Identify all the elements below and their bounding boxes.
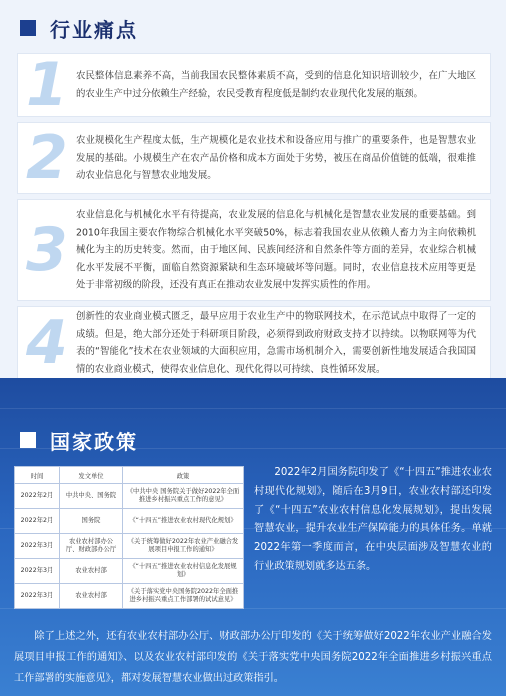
table-cell: 2022年3月 xyxy=(15,559,60,584)
column-header: 发文单位 xyxy=(60,467,123,484)
pain-point-card xyxy=(18,200,490,300)
column-header: 政策 xyxy=(123,467,244,484)
card-number: 4 xyxy=(26,308,68,378)
table-row xyxy=(15,509,244,534)
table-cell: 农业农村部 xyxy=(60,559,123,584)
card-text: 农民整体信息素养不高，当前我国农民整体素质不高，受到的信息化知识培训较少，在广大地区的农业生产中过分依赖生产经验，农民受教育程度低是制约农业现代化发展的瓶颈。 xyxy=(76,70,476,99)
decorative-line xyxy=(0,408,506,409)
table-row xyxy=(15,559,244,584)
policy-table xyxy=(14,466,244,609)
card-text: 农业信息化与机械化水平有待提高，农业发展的信息化与机械化是智慧农业发展的重要基础。到2010年我国主要农作物综合机械化水平突破50%，标志着我国农业从依赖人畜力为主向依赖机械化为主的历史转变。然而，由于地区间、民族间经济和自然条件等方面的差异，农业综合机械化水平发展不平衡，面临自然资源紧缺和生态环境破坏等问题。同时，农业信息技术应用等更是处于非常初级的阶段，还没有真正在推动农业发展中发挥实质性的作用。 xyxy=(76,209,476,291)
section-title: 国家政策 xyxy=(50,429,138,454)
policy-closing-paragraph: 除了上述之外，还有农业农村部办公厅、财政部办公厅印发的《关于统筹做好2022年农业产业融合发展项目申报工作的通知》、以及农业农村部印发的《关于落实党中央国务院2022年全面推进乡村振兴重点工作部署的实施意见》，都对发展智慧农业做出过政策指引。 xyxy=(14,631,492,684)
pain-points-heading xyxy=(20,14,138,42)
table-cell: 《中共中央 国务院关于做好2022年全面推进乡村振兴重点工作的意见》 xyxy=(123,484,244,509)
table-cell: 中共中央、国务院 xyxy=(60,484,123,509)
pain-point-card xyxy=(18,307,490,379)
card-number: 3 xyxy=(26,215,68,285)
table-header-row xyxy=(15,467,244,484)
table-row xyxy=(15,484,244,509)
table-cell: 2022年2月 xyxy=(15,484,60,509)
table-cell: 农业农村部 xyxy=(60,584,123,609)
table-cell: 国务院 xyxy=(60,509,123,534)
square-bullet-icon xyxy=(20,432,36,448)
table-row xyxy=(15,534,244,559)
column-header: 时间 xyxy=(15,467,60,484)
card-number: 2 xyxy=(26,123,68,193)
section-title: 行业痛点 xyxy=(50,17,138,42)
table-cell: 《关于统筹做好2022年农业产业融合发展项目申报工作的通知》 xyxy=(123,534,244,559)
table-cell: 2022年3月 xyxy=(15,584,60,609)
card-number: 1 xyxy=(26,50,68,120)
pain-point-card xyxy=(18,50,490,120)
table-cell: 2022年2月 xyxy=(15,509,60,534)
table-cell: 《“十四五”推进农业农村现代化规划》 xyxy=(123,509,244,534)
card-text: 创新性的农业商业模式匮乏，最早应用于农业生产中的物联网技术，在示范试点中取得了一定的成绩。但是，绝大部分还处于科研项目阶段，必须得到政府财政支持才以持续。以物联网等为代表的“智能化”技术在农业领域的大面积应用，急需市场机制介入，需要创新性地发展适合我国国情的农业商业模式，使得农业信息化、现代化得以可持续、良性循环发展。 xyxy=(76,311,476,375)
table-cell: 《“十四五”推进农业农村信息化发展规划》 xyxy=(123,559,244,584)
table-cell: 2022年3月 xyxy=(15,534,60,559)
card-text: 农业规模化生产程度太低，生产规模化是农业技术和设备应用与推广的重要条件，也是智慧农业发展的基础。小规模生产在农产品价格和成本方面处于劣势，被压在商品价值链的低端，很难推动农业信息化与智慧农业地发展。 xyxy=(76,134,476,181)
pain-point-card xyxy=(18,123,490,193)
square-bullet-icon xyxy=(20,20,36,36)
table-row xyxy=(15,584,244,609)
policy-heading xyxy=(20,426,138,454)
policy-summary-paragraph: 2022年2月国务院印发了《“十四五”推进农业农村现代化规划》，随后在3月9日，农业农村部还印发了《“十四五”农业农村信息化发展规划》，提出发展智慧农业，提升农业生产保障能力的具体任务。单就2022年第一季度而言，在中央层面涉及智慧农业的行业政策规划就多达五条。 xyxy=(254,467,492,572)
table-cell: 农业农村部办公厅、财政部办公厅 xyxy=(60,534,123,559)
policy-section xyxy=(0,378,506,696)
table-cell: 《关于落实党中央国务院2022年全面推进乡村振兴重点工作部署的试试意见》 xyxy=(123,584,244,609)
